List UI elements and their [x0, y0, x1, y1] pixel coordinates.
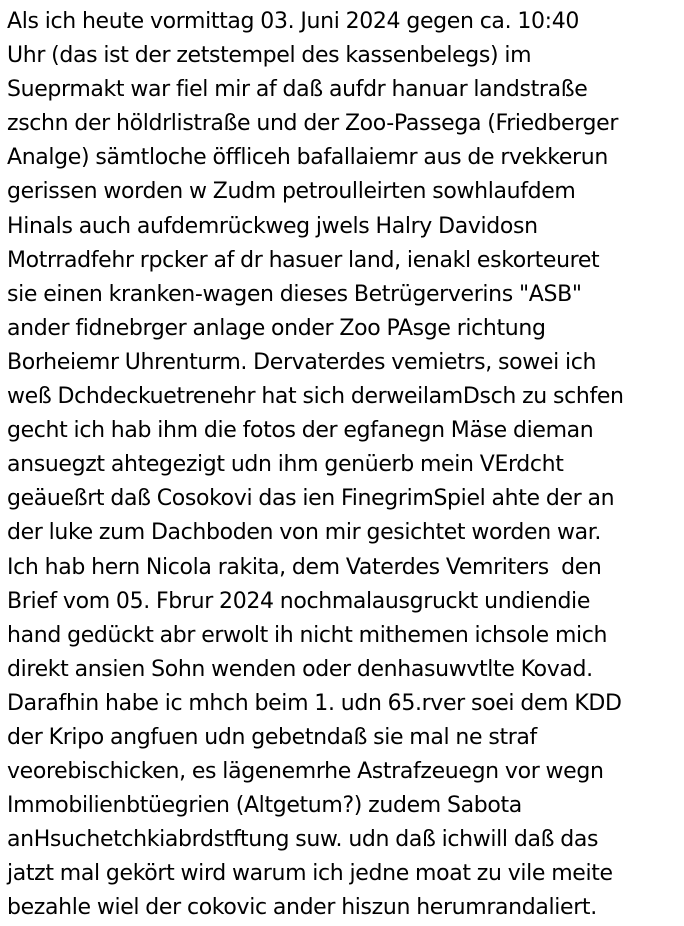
text-line: Als ich heute vormittag 03. Juni 2024 gegen ca. 10:40	[7, 9, 580, 34]
text-line: jatzt mal gekört wird warum ich jedne moat zu vile meite	[7, 861, 613, 887]
text-line: direkt ansien Sohn wenden oder denhasuwvtlte Kovad.	[7, 656, 593, 682]
text-line: der luke zum Dachboden von mir gesichtet worden war.	[7, 520, 602, 546]
text-line: Ich hab hern Nicola rakita, dem Vaterdes Vemriters den	[7, 554, 602, 580]
text-line: Uhr (das ist der zetstempel des kassenbelegs) im	[7, 43, 532, 69]
text-line: hand gedückt abr erwolt ih nicht mithemen ichsole mich	[7, 622, 608, 648]
text-line: Hinals auch aufdemrückweg jwels Halry Davidosn	[7, 213, 538, 239]
text-line: anHsuchetchkiabrdstftung suw. udn daß ichwill daß das	[7, 827, 599, 853]
document-body	[7, 5, 683, 926]
text-line: Sueprmakt war fiel mir af daß aufdr hanuar landstraße	[7, 77, 588, 103]
text-line: weß Dchdeckuetrenehr hat sich derweilamDsch zu schfen	[7, 384, 624, 410]
text-line: ansuegzt ahtegezigt udn ihm genüerb mein VErdcht	[7, 452, 564, 478]
text-line: Darafhin habe ic mhch beim 1. udn 65.rver soei dem KDD	[7, 690, 622, 716]
text-line: Brief vom 05. Fbrur 2024 nochmalausgruckt undiendie	[7, 588, 591, 614]
text-line: ander fidnebrger anlage onder Zoo PAsge richtung	[7, 315, 546, 341]
text-line: veorebischicken, es lägenemrhe Astrafzeuegn vor wegn	[7, 759, 604, 785]
text-line: geäueßrt daß Cosokovi das ien FinegrimSpiel ahte der an	[7, 486, 615, 512]
text-line: Immobilienbtüegrien (Altgetum?) zudem Sabota	[7, 793, 522, 819]
text-line: sie einen kranken-wagen dieses Betrügerverins "ASB"	[7, 281, 582, 307]
text-line: gecht ich hab ihm die fotos der egfanegn Mäse dieman	[7, 418, 594, 444]
text-line: Motrradfehr rpcker af dr hasuer land, ienakl eskorteuret	[7, 247, 600, 273]
text-line: der Kripo angfuen udn gebetndaß sie mal ne straf	[7, 724, 537, 750]
text-line: Borheiemr Uhrenturm. Dervaterdes vemietrs, sowei ich	[7, 349, 597, 375]
text-line: bezahle wiel der cokovic ander hiszun herumrandaliert.	[7, 895, 597, 921]
text-line: Analge) sämtloche öffliceh bafallaiemr aus de rvekkerun	[7, 145, 608, 171]
text-line: zschn der höldrlistraße und der Zoo-Passega (Friedberger	[7, 111, 619, 137]
text-line: gerissen worden w Zudm petroulleirten sowhlaufdem	[7, 179, 576, 205]
